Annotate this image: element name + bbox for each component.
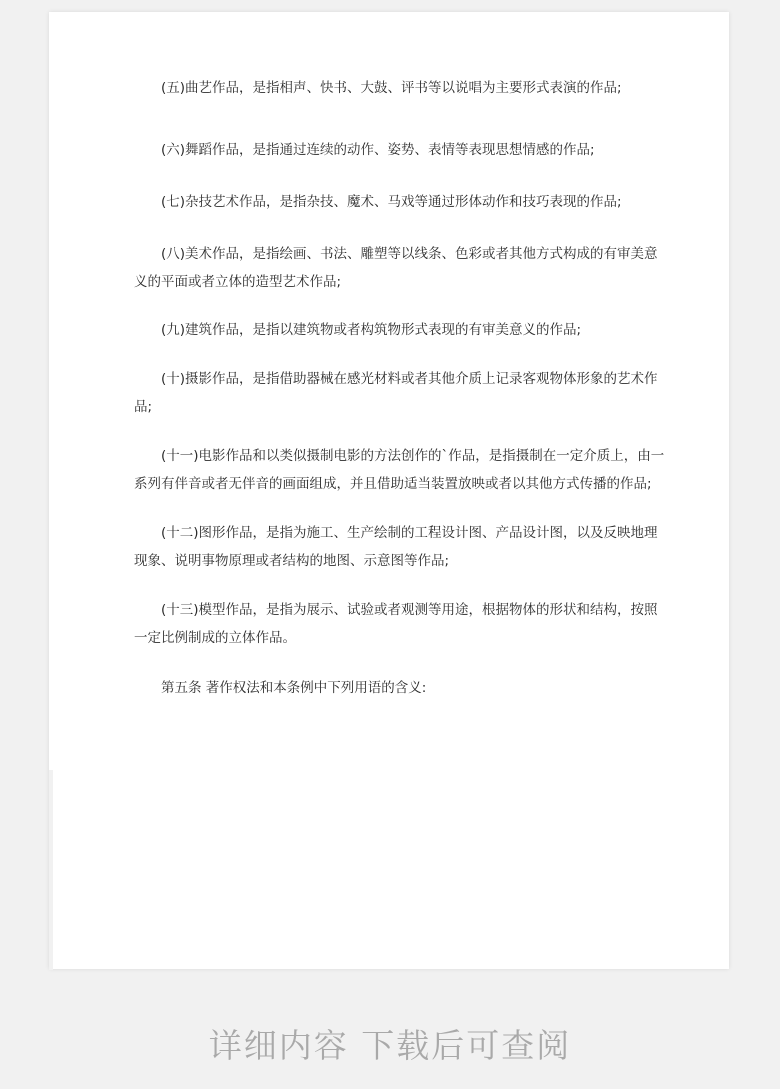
paragraph-line: (十)摄影作品，是指借助器械在感光材料或者其他介质上记录客观物体形象的艺术作 <box>161 371 658 387</box>
paragraph-line: 品; <box>134 399 153 415</box>
paragraph-meishu <box>134 240 658 296</box>
paragraph-line: (五)曲艺作品，是指相声、快书、大鼓、评书等以说唱为主要形式表演的作品; <box>161 80 622 96</box>
paragraph-line: (八)美术作品，是指绘画、书法、雕塑等以线条、色彩或者其他方式构成的有审美意 <box>161 246 658 262</box>
paragraph-line: 义的平面或者立体的造型艺术作品; <box>134 274 342 290</box>
paragraph-line: (十三)模型作品，是指为展示、试验或者观测等用途，根据物体的形状和结构，按照 <box>161 602 658 618</box>
paragraph-sheying <box>134 365 658 421</box>
footer-download-hint: 详细内容 下载后可查阅 <box>208 1026 572 1065</box>
paragraph-line: (九)建筑作品，是指以建筑物或者构筑物形式表现的有审美意义的作品; <box>161 322 582 338</box>
page-edge-seam <box>49 770 53 970</box>
paragraph-line: (六)舞蹈作品，是指通过连续的动作、姿势、表情等表现思想情感的作品; <box>161 142 595 158</box>
paragraph-line: (十一)电影作品和以类似摄制电影的方法创作的`作品，是指摄制在一定介质上，由一 <box>161 448 665 464</box>
document-page <box>49 12 729 969</box>
document-content <box>49 12 729 969</box>
paragraph-moxing <box>134 596 658 652</box>
paragraph-wudao <box>134 136 644 164</box>
paragraph-line: 系列有伴音或者无伴音的画面组成，并且借助适当装置放映或者以其他方式传播的作品; <box>134 476 652 492</box>
paragraph-quyi <box>134 74 644 102</box>
paragraph-line: 一定比例制成的立体作品。 <box>134 630 296 646</box>
paragraph-line: (七)杂技艺术作品，是指杂技、魔术、马戏等通过形体动作和技巧表现的作品; <box>161 194 622 210</box>
paragraph-line: (十二)图形作品，是指为施工、生产绘制的工程设计图、产品设计图，以及反映地理 <box>161 525 658 541</box>
paragraph-line: 现象、说明事物原理或者结构的地图、示意图等作品; <box>134 553 450 569</box>
paragraph-tuxing <box>134 519 658 575</box>
paragraph-line: 第五条 著作权法和本条例中下列用语的含义: <box>161 680 427 696</box>
paragraph-jianzhu <box>134 316 644 344</box>
paragraph-article-5 <box>134 674 644 702</box>
paragraph-zaji <box>134 188 644 216</box>
paragraph-dianying <box>134 442 665 498</box>
